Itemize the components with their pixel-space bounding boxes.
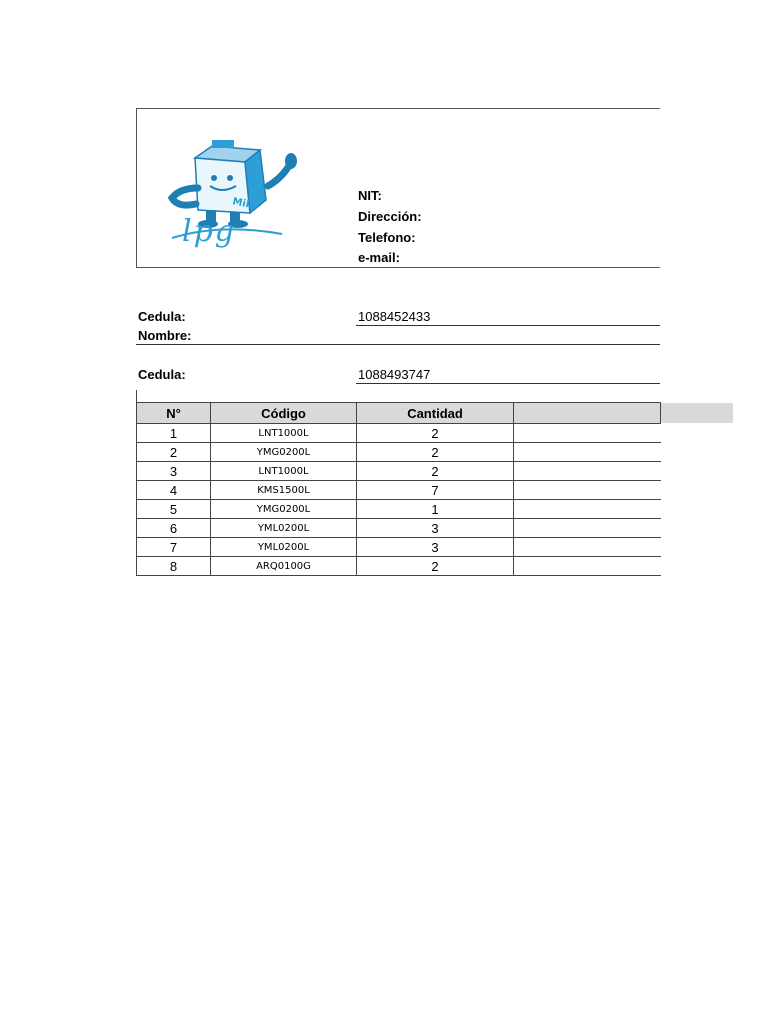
row-number: 1 [137,424,211,443]
table-row [137,519,661,538]
row-number: 5 [137,500,211,519]
table-row [137,557,661,576]
cedula-underline [356,325,660,326]
items-table [136,402,661,576]
direccion-label: Dirección: [358,209,422,224]
header-codigo: Código [211,403,357,424]
row-number: 2 [137,443,211,462]
row-code: KMS1500L [211,481,357,500]
cedula-value-2: 1088493747 [358,367,431,382]
row-quantity: 1 [357,500,514,519]
cedula-value: 1088452433 [358,309,431,324]
row-extra [514,424,661,443]
row-number: 8 [137,557,211,576]
header-fill-extension [660,403,733,423]
row-extra [514,557,661,576]
row-extra [514,500,661,519]
row-code: YML0200L [211,538,357,557]
table-row [137,481,661,500]
row-number: 7 [137,538,211,557]
row-extra [514,481,661,500]
row-code: YMG0200L [211,500,357,519]
row-quantity: 3 [357,519,514,538]
table-row [137,424,661,443]
telefono-label: Telefono: [358,230,416,245]
row-extra [514,519,661,538]
row-quantity: 2 [357,462,514,481]
table-row [137,538,661,557]
row-code: YMG0200L [211,443,357,462]
row-quantity: 7 [357,481,514,500]
row-code: LNT1000L [211,462,357,481]
nombre-label: Nombre: [138,328,192,343]
row-extra [514,443,661,462]
cedula-underline-2 [356,383,660,384]
row-extra [514,462,661,481]
row-code: YML0200L [211,519,357,538]
table-row [137,443,661,462]
row-number: 3 [137,462,211,481]
row-code: ARQ0100G [211,557,357,576]
row-quantity: 2 [357,557,514,576]
cedula-label-2: Cedula: [138,367,186,382]
row-number: 6 [137,519,211,538]
table-row [137,462,661,481]
row-extra [514,538,661,557]
table-header-row [137,403,661,424]
table-tick [136,390,137,402]
email-label: e-mail: [358,250,400,265]
header-extra [514,403,661,424]
row-quantity: 2 [357,443,514,462]
svg-text:Milk: Milk [231,196,257,212]
row-number: 4 [137,481,211,500]
nit-label: NIT: [358,188,382,203]
row-quantity: 3 [357,538,514,557]
nombre-underline [136,344,660,345]
logo-text: lpg [182,214,237,249]
header-n: N° [137,403,211,424]
row-quantity: 2 [357,424,514,443]
table-row [137,500,661,519]
header-cantidad: Cantidad [357,403,514,424]
cedula-label: Cedula: [138,309,186,324]
row-code: LNT1000L [211,424,357,443]
